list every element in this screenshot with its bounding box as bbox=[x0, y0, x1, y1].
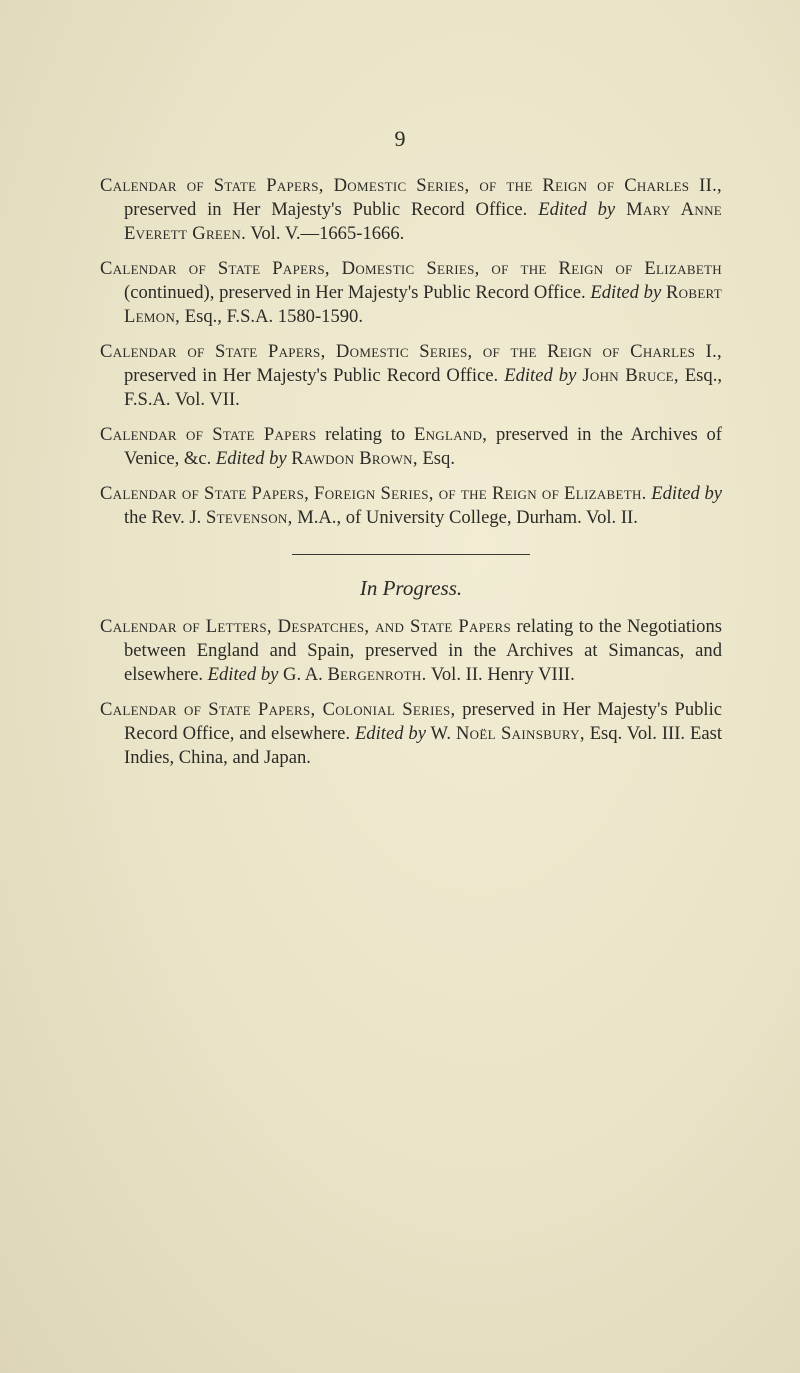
entry-text: relating to bbox=[316, 424, 414, 445]
entry-text: preserved in Her Majesty's Public Record Office. bbox=[124, 199, 539, 220]
catalog-entry bbox=[100, 257, 722, 329]
entry-text: preserved in Her Majesty's Public Record Office. bbox=[124, 365, 505, 386]
entry-text: preserved in Her Majesty's Public Record Office, and elsewhere. bbox=[124, 699, 722, 744]
section-heading: In Progress. bbox=[359, 576, 463, 600]
entry-tail: Vol. II. Henry VIII. bbox=[426, 664, 575, 685]
section-divider bbox=[292, 554, 530, 555]
entry-title: Calendar of State Papers, Colonial Series, bbox=[100, 699, 456, 720]
entry-title: Calendar of State Papers, Domestic Series, of the Reign of Charles I., bbox=[100, 341, 722, 362]
catalog-entry bbox=[100, 423, 722, 471]
catalog-entry bbox=[100, 615, 722, 687]
catalog-entry bbox=[100, 698, 722, 770]
edited-by-label: Edited by bbox=[590, 282, 662, 303]
entry-text: relating to the Negotiations between England and Spain, preserved in the Archives at Simancas, and elsewhere. bbox=[124, 616, 722, 685]
entry-tail: Vol. V.—1665-1666. bbox=[246, 223, 405, 244]
entry-text: preserved in the Archives of Venice, &c. bbox=[124, 424, 722, 469]
editor-name: John Bruce, bbox=[582, 365, 679, 386]
editor-name: Mary Anne Everett Green. bbox=[124, 199, 723, 244]
editor-name: Rawdon Brown, bbox=[291, 448, 418, 469]
entry-tail: Esq. Vol. III. East Indies, China, and Japan. bbox=[124, 723, 722, 768]
content-body bbox=[100, 174, 722, 781]
entry-tail: Esq., F.S.A. Vol. VII. bbox=[124, 365, 723, 410]
editor-name: Noël Sainsbury, bbox=[455, 723, 585, 744]
edited-by-label: Edited by bbox=[538, 199, 616, 220]
entry-tail: M.A., of University College, Durham. Vol. II. bbox=[292, 507, 638, 528]
entry-text: W. bbox=[425, 723, 456, 744]
page-number: 9 bbox=[394, 126, 406, 151]
edited-by-label: Edited by bbox=[504, 365, 577, 386]
catalog-entry bbox=[100, 340, 722, 412]
entry-title: Calendar of State Papers bbox=[100, 424, 317, 445]
entry-title: Calendar of State Papers, Foreign Series, of the Reign of Elizabeth. bbox=[100, 483, 647, 504]
entry-text: the Rev. J. bbox=[124, 507, 206, 528]
entry-tail: Esq. bbox=[417, 448, 455, 469]
edited-by-label: Edited by bbox=[354, 723, 426, 744]
entry-text: G. A. bbox=[278, 664, 328, 685]
edited-by-label: Edited by bbox=[651, 483, 723, 504]
edited-by-label: Edited by bbox=[215, 448, 287, 469]
catalog-entry bbox=[100, 174, 722, 246]
entry-title: Calendar of State Papers, Domestic Series, of the Reign of Elizabeth bbox=[100, 258, 722, 279]
entry-title-place: England, bbox=[413, 424, 488, 445]
editor-name: Bergenroth. bbox=[327, 664, 427, 685]
catalog-entry bbox=[100, 482, 722, 530]
entry-text: (continued), preserved in Her Majesty's Public Record Office. bbox=[124, 282, 591, 303]
editor-name: Robert Lemon, bbox=[124, 282, 722, 327]
entry-title: Calendar of Letters, Despatches, and State Papers bbox=[100, 616, 511, 637]
entry-tail: Esq., F.S.A. 1580-1590. bbox=[180, 306, 364, 327]
editor-name: Stevenson, bbox=[205, 507, 293, 528]
entry-title: Calendar of State Papers, Domestic Series, of the Reign of Charles II., bbox=[100, 175, 722, 196]
edited-by-label: Edited by bbox=[207, 664, 279, 685]
